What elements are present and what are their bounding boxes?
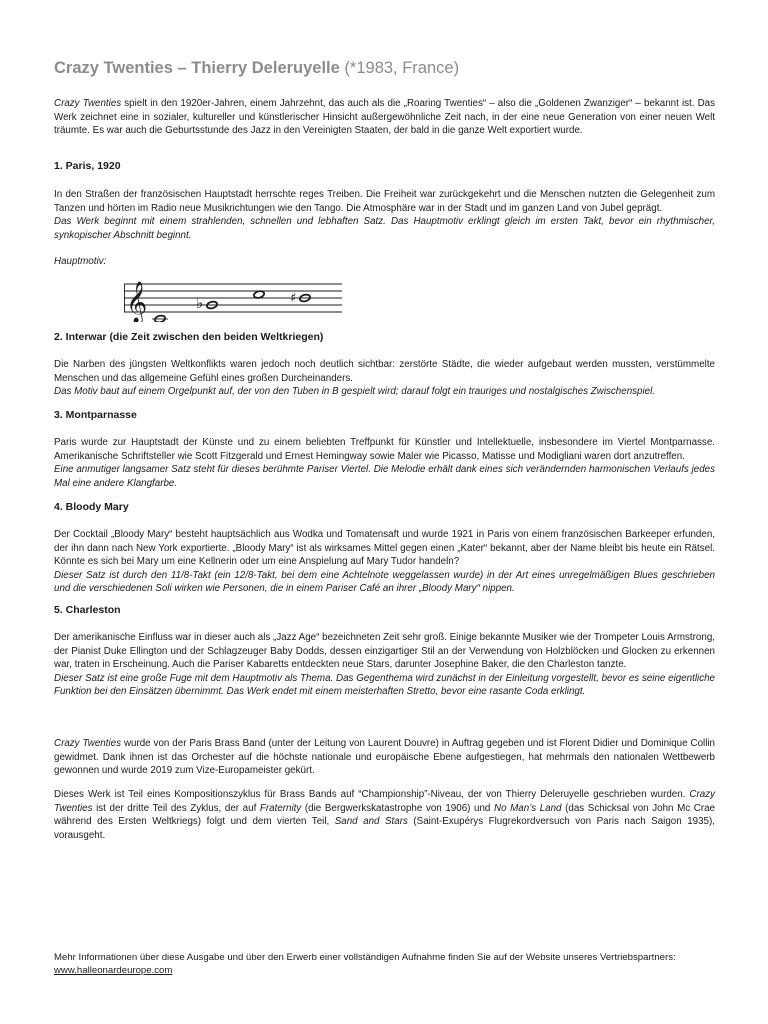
- section-1-italic: Das Werk beginnt mit einem strahlenden, schnellen und lebhaften Satz. Das Hauptmotiv erklingt gleich im ersten Takt, bevor ein rhythmischer, synkopischer Abschnitt beginnt.: [54, 216, 715, 241]
- cycle-text-5: (Saint-Exupérys Flugrekordversuch von Paris nach Saigon 1935), vorausgeht.: [54, 816, 715, 841]
- svg-text:♭: ♭: [196, 294, 204, 312]
- section-5-italic: Dieser Satz ist eine große Fuge mit dem Hauptmotiv als Thema. Das Gegenthema wird zunächst in der Einleitung vorgestellt, bevor es seine eigentliche Funktion bei den Einsätzen übernimmt. Das Werk endet mit einem meisterhaften Stretto, bevor eine rasante Coda erklingt.: [54, 672, 715, 697]
- section-4-text: Der Cocktail „Bloody Mary“ besteht hauptsächlich aus Wodka und Tomatensaft und wurde 1921 in Paris von einem französischen Barkeeper erfunden, der ihn dann nach New York exportierte. „Bloody Mary“ ist als wirksames Mittel gegen einen „Kater“ bekannt, aber der Name bleibt bis heute ein Rätsel. Könnte es sich bei Mary um eine Kellnerin oder um eine Anspielung auf Mary Tudor handeln?: [54, 529, 715, 567]
- section-1-text: In den Straßen der französischen Hauptstadt herrschte reges Treiben. Die Freiheit war zurückgekehrt und die Menschen nutzten die Gelegenheit zum Tanzen und hörten im Radio neue Musikrichtungen wie den Tango. Die Atmosphäre war in der Stadt und im ganzen Land von Jubel geprägt.: [54, 189, 715, 214]
- commission-paragraph: [54, 737, 715, 778]
- section-4-italic: Dieser Satz ist durch den 11/8-Takt (ein 12/8-Takt, bei dem eine Achtelnote weggelassen wurde) in der Art eines unregelmäßigen Blues geschrieben und die verschiedenen Soli wirken wie Personen, die in einem Pariser Café an ihrer „Bloody Mary“ nippen.: [54, 569, 715, 594]
- cycle-title-crazy-twenties: Crazy Twenties: [54, 789, 715, 814]
- section-2-text: Die Narben des jüngsten Weltkonflikts waren jedoch noch deutlich sichtbar: zerstörte Städte, die wieder aufgebaut werden mussten, verstümmelte Menschen und das allgemeine Gefühl eines großen Durcheinanders.: [54, 359, 715, 384]
- cycle-title-sand-and-stars: Sand and Stars: [334, 816, 408, 827]
- intro-work-title: Crazy Twenties: [54, 98, 122, 109]
- section-3: [54, 409, 715, 421]
- music-staff-main-motif: [124, 276, 344, 322]
- section-5-heading: 5. Charleston: [54, 604, 121, 616]
- cycle-text-1: Dieses Werk ist Teil eines Kompositionszyklus für Brass Bands auf “Championship”-Niveau, der von Thierry Deleruyelle geschrieben wurden.: [54, 789, 690, 800]
- cycle-text-3: (die Bergwerkskatastrophe von 1906) und: [301, 802, 494, 814]
- section-2-heading: 2. Interwar (die Zeit zwischen den beiden Weltkriegen): [54, 331, 324, 343]
- section-2-italic: Das Motiv baut auf einem Orgelpunkt auf, der von den Tuben in B gespielt wird; darauf folgt ein trauriges und nostalgisches Zwischenspiel.: [54, 386, 656, 397]
- intro-paragraph: [54, 97, 715, 138]
- section-5-body: [54, 631, 715, 699]
- section-2-body: [54, 358, 715, 399]
- section-3-heading: 3. Montparnasse: [54, 409, 137, 421]
- cycle-title-no-mans-land: No Man’s Land: [494, 802, 562, 814]
- note-c4: [152, 315, 168, 322]
- section-5: [54, 604, 715, 616]
- section-3-italic: Eine anmutiger langsamer Satz steht für dieses berühmte Pariser Viertel. Die Melodie erhält dank eines sich verändernden harmonischen Verlaufs jedes Mal eine andere Klangfarbe.: [54, 464, 715, 489]
- distributor-link[interactable]: www.halleonardeurope.com: [54, 965, 173, 976]
- section-3-text: Paris wurde zur Hauptstadt der Künste und zu einem beliebten Treffpunkt für Künstler und Intellektuelle, insbesondere im Viertel Montparnasse. Amerikanische Schriftsteller wie Scott Fitzgerald und Ernest Hemingway sowie Maler wie Picasso, Matisse und Modigliani waren dort anzutreffen.: [54, 437, 715, 462]
- section-4-heading: 4. Bloody Mary: [54, 501, 129, 513]
- section-4: [54, 501, 715, 513]
- section-4-body: [54, 528, 715, 596]
- cycle-text-2: ist der dritte Teil des Zyklus, der auf: [92, 802, 260, 814]
- section-1: [54, 160, 715, 172]
- note-e-flat4: [196, 294, 218, 312]
- document-page: [54, 0, 715, 1024]
- commission-work-title: Crazy Twenties: [54, 738, 121, 749]
- footer-text: Mehr Informationen über diese Ausgabe und über den Erwerb einer vollständigen Aufnahme finden Sie auf der Website unseres Vertriebspartners:: [54, 952, 676, 963]
- page-title: [54, 59, 715, 78]
- footer-note: [54, 951, 715, 977]
- note-f-sharp4: [290, 291, 311, 306]
- motif-label-wrap: [54, 255, 715, 269]
- section-1-heading: 1. Paris, 1920: [54, 160, 121, 172]
- svg-text:♯: ♯: [290, 291, 297, 306]
- cycle-text-4: (das Schicksal von John Mc Crae während des Ersten Weltkriegs) folgt und dem vierten Teil,: [54, 802, 715, 827]
- commission-text: wurde von der Paris Brass Band (unter der Leitung von Laurent Douvre) in Auftrag gegeben und ist Florent Didier und Dominique Collin gewidmet. Dank ihnen ist das Orchester auf die höchste nationale und europäische Ebene aufgestiegen, hat mehrmals den nationalen Wettbewerb gewonnen und wurde 2019 zum Vize-Europameister gekürt.: [54, 738, 716, 776]
- section-2: [54, 331, 715, 343]
- title-subtitle: (*1983, France): [344, 59, 460, 77]
- section-5-text: Der amerikanische Einfluss war in dieser auch als „Jazz Age“ bezeichneten Zeit sehr groß. Einige bekannte Musiker wie der Trompeter Louis Armstrong, der Pianist Duke Ellington und der Schlagzeuger Baby Dodds, dessen einzigartiger Stil an der Verwendung von Holzblöcken und Glocken zu erkennen war, traten in Erscheinung. Auch die Pariser Kabaretts entdeckten neue Stars, darunter Josephine Baker, die den Charleston tanzte.: [54, 632, 715, 670]
- motif-label: Hauptmotiv:: [54, 256, 107, 267]
- cycle-title-fraternity: Fraternity: [259, 802, 302, 814]
- cycle-paragraph: [54, 788, 715, 842]
- title-main: Crazy Twenties – Thierry Deleruyelle: [54, 59, 340, 77]
- section-1-body: [54, 188, 715, 242]
- treble-clef-icon: 𝄞: [126, 282, 148, 322]
- section-3-body: [54, 436, 715, 490]
- intro-text: spielt in den 1920er-Jahren, einem Jahrzehnt, das auch als die „Roaring Twenties“ – also die „Goldenen Zwanziger“ – bekannt ist. Das Werk zeichnet eine in sozialer, kultureller und künstlerischer Hinsicht außergewöhnliche Zeit nach, in der eine neue Generation von einer neuen Welt träumte. Es war auch die Geburtsstunde des Jazz in den Vereinigten Staaten, der bald in die ganze Welt exportiert wurde.: [54, 98, 716, 136]
